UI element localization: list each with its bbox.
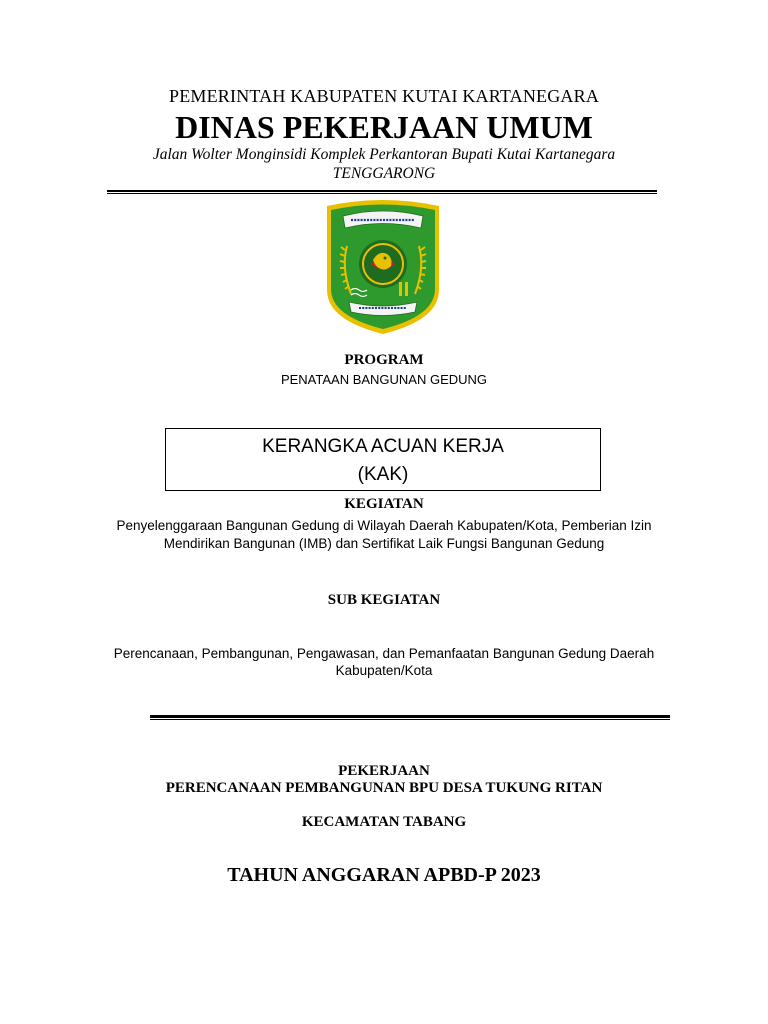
department-title: DINAS PEKERJAAN UMUM [175,109,593,145]
sub-kegiatan-label: SUB KEGIATAN [327,592,441,608]
title-line-1: KERANGKA ACUAN KERJA [262,436,504,457]
sub-kegiatan-line-2: Kabupaten/Kota [335,663,433,678]
kegiatan-line-1: Penyelenggaraan Bangunan Gedung di Wilayah Daerah Kabupaten/Kota, Pemberian Izin [116,518,652,533]
kegiatan-label: KEGIATAN [344,496,424,512]
kutai-kartanegara-crest-icon [321,198,445,336]
address-line-2: TENGGARONG [332,165,436,182]
program-name: PENATAAN BANGUNAN GEDUNG [280,372,488,387]
address-line-1: Jalan Wolter Monginsidi Komplek Perkantoran Bupati Kutai Kartanegara [152,146,616,163]
kegiatan-description [0,517,768,553]
government-name: PEMERINTAH KABUPATEN KUTAI KARTANEGARA [168,86,600,106]
program-label: PROGRAM [344,352,424,368]
kegiatan-line-2: Mendirikan Bangunan (IMB) dan Sertifikat Laik Fungsi Bangunan Gedung [163,536,605,551]
section-divider [150,715,670,720]
title-box [165,428,601,491]
budget-year: TAHUN ANGGARAN APBD-P 2023 [227,864,541,886]
pekerjaan-label: PEKERJAAN [338,763,430,779]
header-divider [107,190,657,194]
address [0,145,768,183]
title-line-2: (KAK) [357,464,409,485]
pekerjaan-name: PERENCANAAN PEMBANGUNAN BPU DESA TUKUNG RITAN [165,780,603,796]
sub-kegiatan-description [0,645,768,679]
sub-kegiatan-line-1: Perencanaan, Pembangunan, Pengawasan, dan Pemanfaatan Bangunan Gedung Daerah [113,646,655,661]
kecamatan: KECAMATAN TABANG [301,814,467,830]
